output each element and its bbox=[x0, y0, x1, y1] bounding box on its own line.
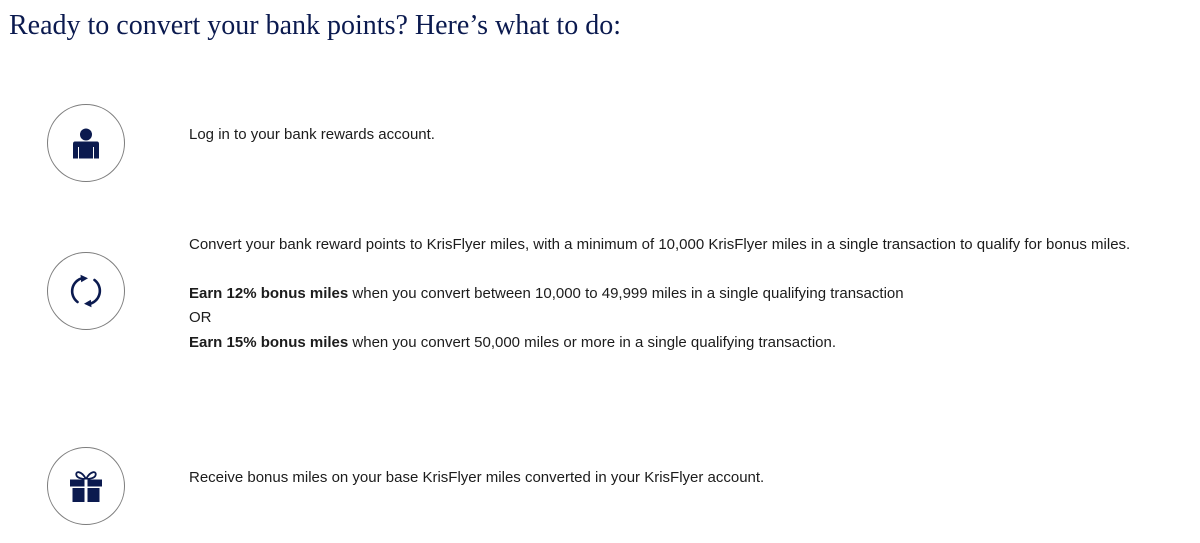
bonus-tier-separator: OR bbox=[189, 309, 212, 326]
bonus-tier-12-detail: when you convert between 10,000 to 49,999 miles in a single qualifying transaction bbox=[348, 284, 904, 302]
step-1-text bbox=[189, 123, 1187, 148]
step-3-icon-circle bbox=[47, 447, 125, 525]
step-1-icon-circle bbox=[47, 104, 125, 182]
step-3-text bbox=[189, 466, 1187, 491]
refresh-icon bbox=[66, 271, 106, 311]
page-title: Ready to convert your bank points? Here’s what to do: bbox=[9, 10, 621, 41]
step-2-text bbox=[189, 233, 1187, 355]
bonus-tier-12 bbox=[189, 282, 1187, 307]
step-2-icon-circle bbox=[47, 252, 125, 330]
bonus-tier-15 bbox=[189, 331, 1187, 356]
bonus-tier-12-highlight: Earn 12% bonus miles bbox=[189, 284, 349, 302]
bonus-tier-15-highlight: Earn 15% bonus miles bbox=[189, 333, 349, 351]
gift-icon bbox=[67, 467, 105, 505]
step-3-description: Receive bonus miles on your base KrisFlyer miles converted in your KrisFlyer account. bbox=[189, 469, 765, 486]
bonus-tier-15-detail: when you convert 50,000 miles or more in a single qualifying transaction. bbox=[348, 333, 836, 351]
person-icon bbox=[72, 127, 100, 159]
step-1-description: Log in to your bank rewards account. bbox=[189, 126, 435, 143]
step-2-description: Convert your bank reward points to KrisFlyer miles, with a minimum of 10,000 KrisFlyer miles in a single transaction to qualify for bonus miles. bbox=[189, 236, 1131, 253]
